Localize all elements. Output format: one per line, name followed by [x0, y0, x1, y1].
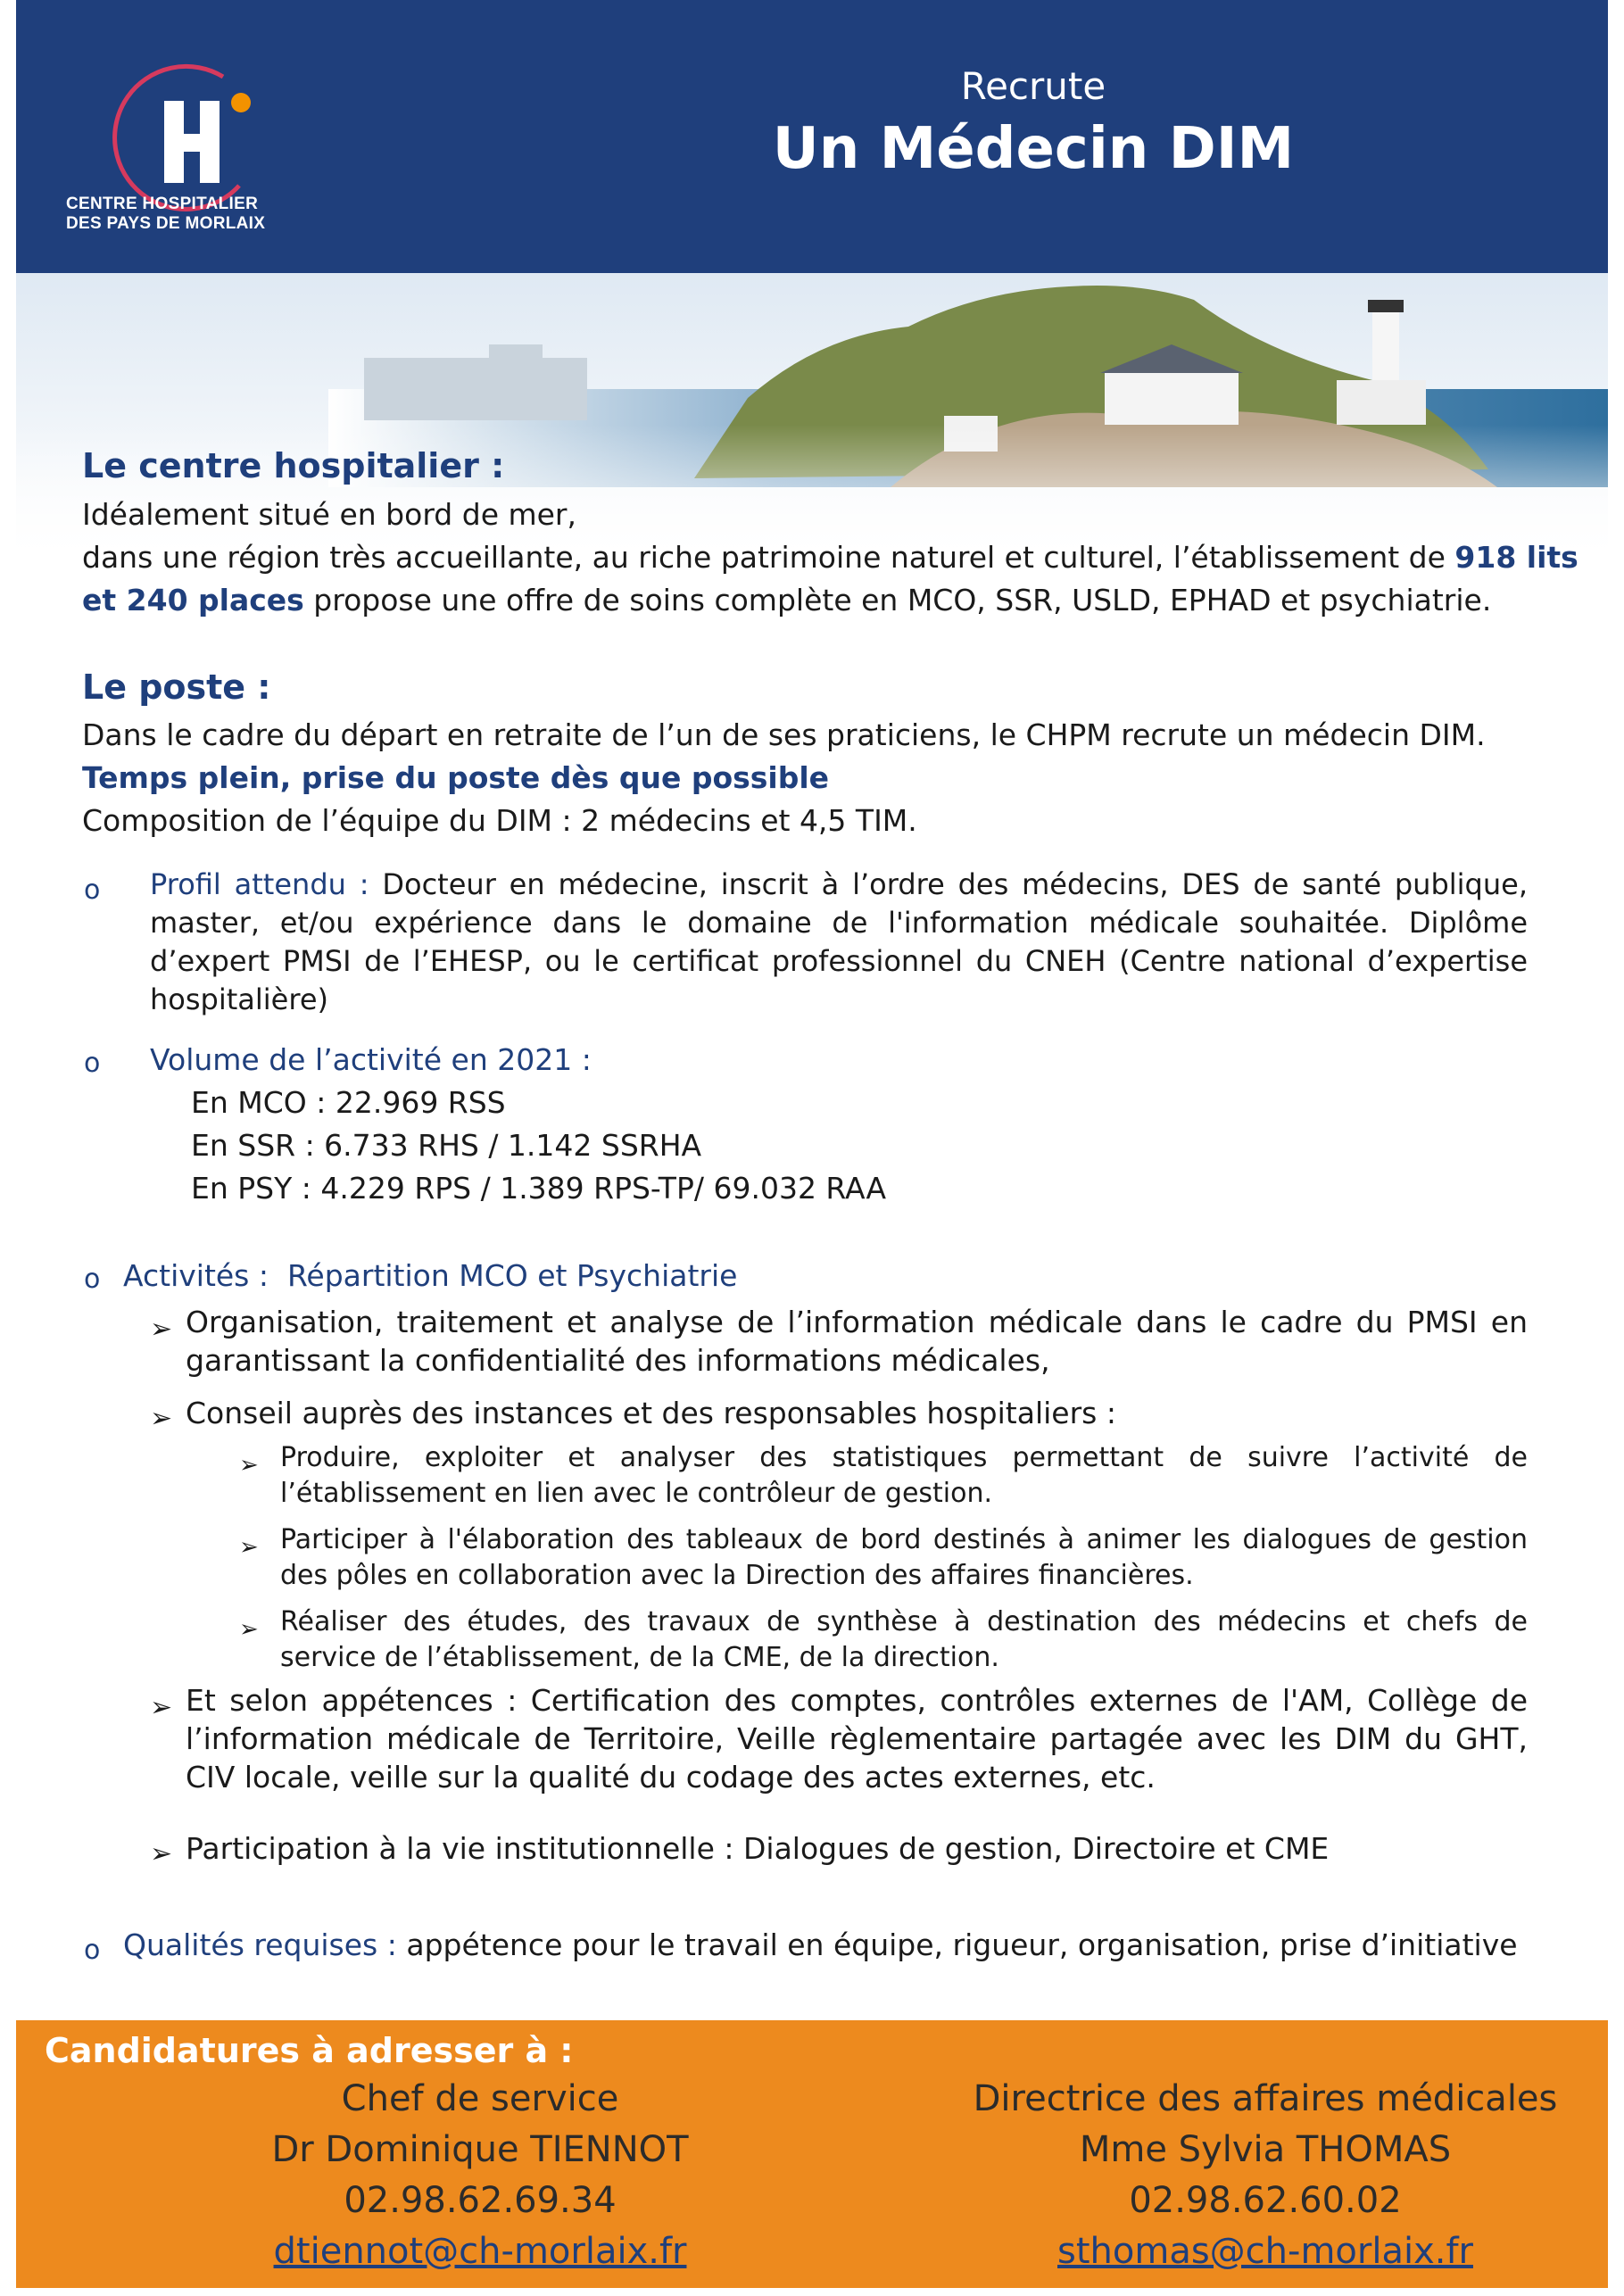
contact-right-email-link[interactable]: sthomas@ch-morlaix.fr: [1057, 2231, 1473, 2272]
logo-text-line2: DES PAYS DE MORLAIX: [66, 214, 266, 233]
contact-right-name: Mme Sylvia THOMAS: [1079, 2129, 1452, 2170]
profil-label: Profil attendu :: [150, 867, 369, 901]
activite-item4: Participation à la vie institutionnelle : Dialogues de gestion, Directoire et CME: [186, 1831, 1330, 1866]
activite-item2: Conseil auprès des instances et des responsables hospitaliers :: [186, 1396, 1116, 1430]
logo-text: [66, 195, 316, 234]
arrow-icon: ➢: [239, 1534, 259, 1561]
contact-left-role: Chef de service: [341, 2078, 619, 2119]
qualites-label: Qualités requises :: [123, 1927, 397, 1962]
contact-left-phone: 02.98.62.69.34: [344, 2180, 617, 2221]
arrow-icon: ➢: [150, 1403, 173, 1434]
poste-heading: Le poste :: [82, 667, 271, 707]
centre-beds: 918 lits: [1454, 540, 1578, 575]
centre-heading: Le centre hospitalier :: [82, 446, 505, 485]
contact-left-name: Dr Dominique TIENNOT: [271, 2129, 689, 2170]
header-kicker: Recrute: [960, 64, 1106, 108]
activites-label: Activités : Répartition MCO et Psychiatrie: [123, 1258, 738, 1293]
contact-right: [935, 2074, 1595, 2277]
activite-item3: Et selon appétences : Certification des comptes, contrôles externes de l'AM, Collège de l’information médicale de Territoire, Veille règlementaire partagée avec les DIM du GHT, CIV locale, veille sur la qualité du codage des actes externes, etc.: [186, 1683, 1528, 1795]
arrow-icon: ➢: [239, 1616, 259, 1643]
centre-line1: Idéalement situé en bord de mer,: [82, 497, 576, 532]
centre-line3-text: propose une offre de soins complète en MCO, SSR, USLD, EPHAD et psychiatrie.: [303, 583, 1492, 618]
profil-bullet: o: [84, 874, 101, 906]
arrow-icon: ➢: [150, 1838, 173, 1869]
poste-line2: Temps plein, prise du poste dès que possible: [82, 760, 830, 795]
volume-psy: En PSY : 4.229 RPS / 1.389 RPS-TP/ 69.032 RAA: [191, 1171, 887, 1206]
activite-item1: Organisation, traitement et analyse de l’information médicale dans le cadre du PMSI en garantissant la confidentialité des informations médicales,: [186, 1305, 1528, 1378]
volume-bullet: o: [84, 1048, 101, 1079]
arrow-icon: ➢: [150, 1692, 173, 1723]
header-banner: [16, 0, 1608, 273]
logo-text-line1: CENTRE HOSPITALIER: [66, 195, 259, 213]
poste-line1: Dans le cadre du départ en retraite de l’un de ses praticiens, le CHPM recrute un médecin DIM.: [82, 717, 1486, 752]
centre-line2: [82, 536, 1578, 579]
contact-right-phone: 02.98.62.60.02: [1129, 2180, 1402, 2221]
activites-bullet: o: [84, 1264, 101, 1295]
contact-right-role: Directrice des affaires médicales: [973, 2078, 1558, 2119]
contact-left: [141, 2074, 819, 2277]
profil-body: Docteur en médecine, inscrit à l’ordre des médecins, DES de santé publique, master, et/ou expérience dans le domaine de l'information médicale souhaitée. Diplôme d’expert PMSI de l’EHESP, ou le certificat professionnel du CNEH (Centre national d’expertise hospitalière): [150, 867, 1529, 1016]
page-title: Un Médecin DIM: [772, 116, 1295, 182]
centre-places: et 240 places: [82, 583, 304, 618]
volume-label: Volume de l’activité en 2021 :: [150, 1042, 592, 1077]
footer-title: Candidatures à adresser à :: [45, 2031, 574, 2070]
qualites-bullet: o: [84, 1935, 101, 1966]
arrow-icon: ➢: [150, 1314, 173, 1345]
centre-line3: [82, 579, 1528, 622]
qualites-text: [123, 1924, 1518, 1967]
contact-left-email-link[interactable]: dtiennot@ch-morlaix.fr: [273, 2231, 687, 2272]
volume-mco: En MCO : 22.969 RSS: [191, 1085, 506, 1120]
qualites-body: appétence pour le travail en équipe, rigueur, organisation, prise d’initiative: [396, 1927, 1518, 1962]
application-footer: [16, 2020, 1608, 2288]
activite-sub1: Produire, exploiter et analyser des statistiques permettant de suivre l’activité de l’établissement en lien avec le contrôleur de gestion.: [280, 1442, 1528, 1509]
activite-sub2: Participer à l'élaboration des tableaux de bord destinés à animer les dialogues de gestion des pôles en collaboration avec la Direction des affaires financières.: [280, 1524, 1528, 1591]
arrow-icon: ➢: [239, 1452, 259, 1479]
activite-sub3: Réaliser des études, des travaux de synthèse à destination des médecins et chefs de service de l’établissement, de la CME, de la direction.: [280, 1606, 1528, 1673]
centre-line2-text: dans une région très accueillante, au riche patrimoine naturel et culturel, l’établissement de: [82, 540, 1455, 575]
profil-text: [150, 866, 1528, 1019]
volume-ssr: En SSR : 6.733 RHS / 1.142 SSRHA: [191, 1128, 702, 1163]
poste-line3: Composition de l’équipe du DIM : 2 médecins et 4,5 TIM.: [82, 803, 917, 838]
